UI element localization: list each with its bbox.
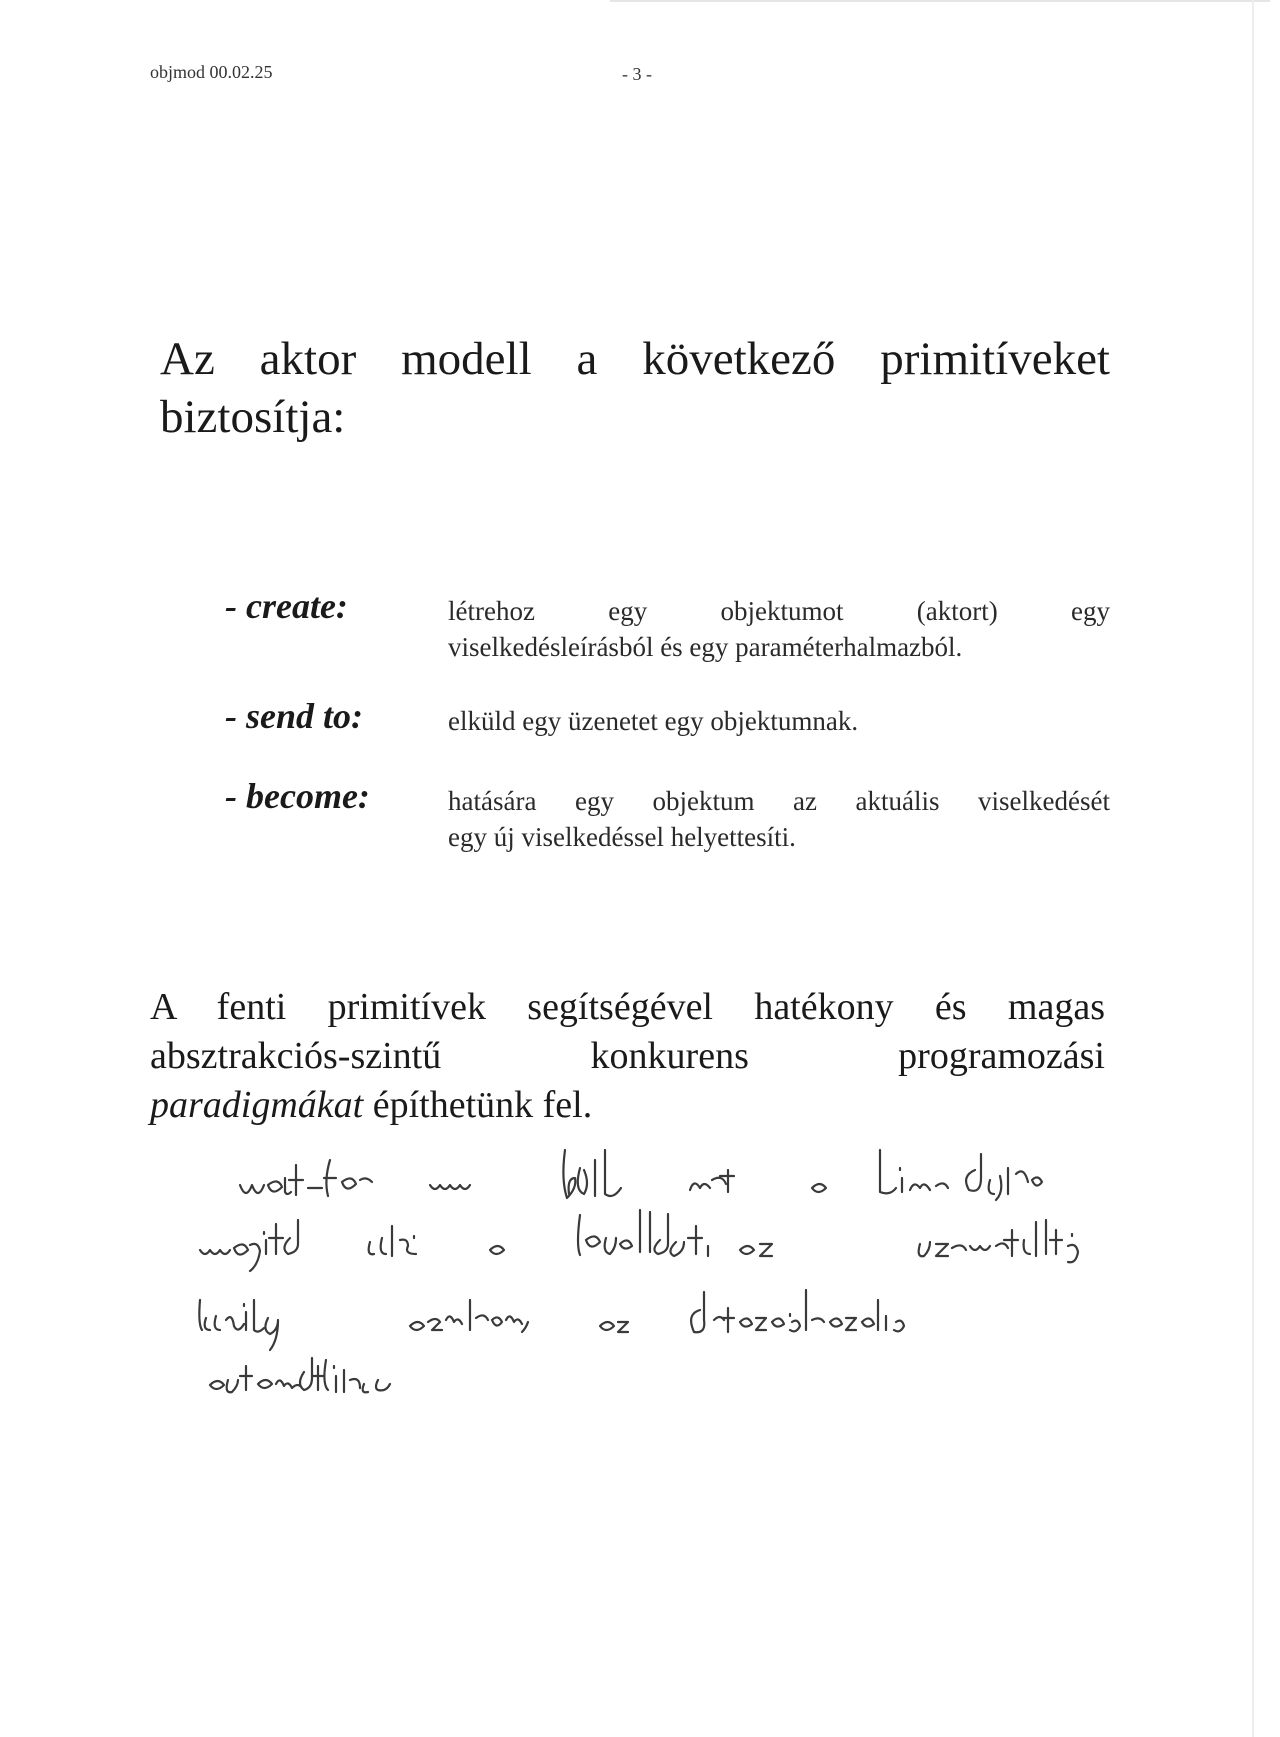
paradigm-word: paradigmákat [150,1084,364,1126]
title-line-2: biztosítja: [160,391,346,443]
paragraph-line-2: absztrakciós-szintű konkurens programozási [150,1035,1105,1077]
description-line: hatására egy objektum az aktuális viselkedését [448,786,1110,816]
title-line-1: Az aktor modell a következő primitíveket [160,333,1110,385]
file-label: objmod 00.02.25 [150,62,273,82]
primitive-term: - create: [225,586,348,626]
page-number: - 3 - [622,64,652,84]
paragraph-line-3-rest: építhetünk fel. [363,1084,593,1126]
primitive-term: - become: [225,776,370,816]
paragraph-line-1: A fenti primitívek segítségével hatékony és magas [150,986,1105,1028]
primitive-term: - send to: [225,696,363,736]
description-line: létrehoz egy objektumot (aktort) egy [448,596,1110,626]
description-line: egy új viselkedéssel helyettesíti. [448,822,796,852]
description-line: viselkedésleírásból és egy paraméterhalmazból. [448,632,963,662]
description-line: elküld egy üzenetet egy objektumnak. [448,706,859,736]
